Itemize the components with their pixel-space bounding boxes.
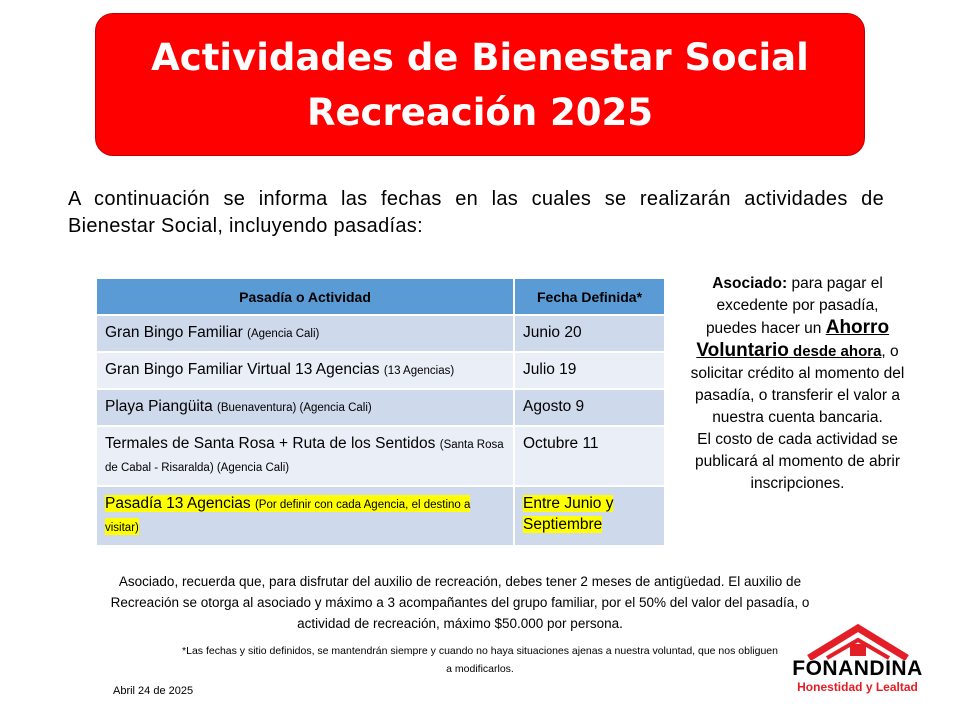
table-row — [96, 486, 665, 546]
date-cell: Junio 20 — [514, 315, 665, 352]
title-banner — [95, 13, 865, 156]
activity-cell — [96, 486, 514, 546]
activity-cell — [96, 315, 514, 352]
document-date: Abril 24 de 2025 — [113, 685, 194, 697]
footnote: *Las fechas y sitio definidos, se mantendrán siempre y cuando no haya situaciones ajenas a nuestra voluntad, que nos obliguen a modificarlos. — [182, 645, 778, 675]
activities-table — [95, 277, 666, 547]
title-line-2: Recreación 2025 — [306, 90, 654, 134]
side-note-label: Asociado: — [712, 275, 788, 292]
activity-name-highlighted — [105, 495, 470, 535]
activity-detail: (Buenaventura) (Agencia Cali) — [217, 402, 372, 414]
title-line-1: Actividades de Bienestar Social — [151, 35, 809, 79]
activity-name: Gran Bingo Familiar Virtual 13 Agencias — [105, 361, 384, 378]
side-note-text-3: El costo de cada actividad se publicará al momento de abrir inscripciones. — [694, 431, 901, 492]
side-note-emphasis-ahorro: Ahorro Voluntario — [696, 317, 890, 361]
activity-name: Gran Bingo Familiar — [105, 324, 248, 341]
activity-detail: (Agencia Cali) — [247, 328, 320, 340]
activity-name: Pasadía 13 Agencias — [105, 495, 255, 512]
column-header-date: Fecha Definida* — [514, 278, 665, 315]
activity-name: Playa Piangüita — [105, 398, 218, 415]
fonandina-logo — [785, 622, 930, 697]
date-cell: Julio 19 — [514, 352, 665, 389]
activity-cell — [96, 389, 514, 426]
table-row — [96, 426, 665, 486]
activity-cell — [96, 352, 514, 389]
table-row — [96, 315, 665, 352]
date-cell — [514, 486, 665, 546]
side-note-emphasis-desde: desde ahora — [788, 343, 882, 360]
activity-name: Termales de Santa Rosa + Ruta de los Sentidos — [105, 435, 440, 452]
intro-paragraph: A continuación se informa las fechas en las cuales se realizarán actividades de Bienestar Social, incluyendo pasadías: — [68, 188, 884, 237]
activity-detail: (Santa Rosa de Cabal - Risaralda) (Agencia Cali) — [105, 439, 504, 474]
activity-detail: (13 Agencias) — [383, 365, 455, 377]
column-header-activity: Pasadía o Actividad — [96, 278, 514, 315]
date-cell: Agosto 9 — [514, 389, 665, 426]
side-note — [690, 273, 905, 495]
logo-slogan: Honestidad y Lealtad — [797, 680, 918, 694]
activity-detail: (Por definir con cada Agencia, el destino a visitar) — [105, 499, 471, 534]
house-roof-icon — [803, 622, 913, 660]
table-row — [96, 352, 665, 389]
table-row — [96, 389, 665, 426]
side-note-text-1: para pagar el excedente por pasadía, puedes hacer un — [705, 275, 883, 337]
table-header-row — [96, 278, 665, 315]
date-cell: Octubre 11 — [514, 426, 665, 486]
date-highlighted: Entre Junio y Septiembre — [523, 495, 614, 533]
activity-cell — [96, 426, 514, 486]
logo-name: FONANDINA — [792, 657, 923, 680]
recreation-aid-note: Asociado, recuerda que, para disfrutar del auxilio de recreación, debes tener 2 meses de antigüedad. El auxilio de Recreación se otorga al asociado y máximo a 3 acompañantes del grupo familiar, por el 50% del valor del pasadía, o actividad de recreación, máximo $50.000 por persona. — [110, 574, 810, 631]
side-note-text-2: , o solicitar crédito al momento del pasadía, o transferir el valor a nuestra cuenta bancaria. — [690, 343, 905, 426]
